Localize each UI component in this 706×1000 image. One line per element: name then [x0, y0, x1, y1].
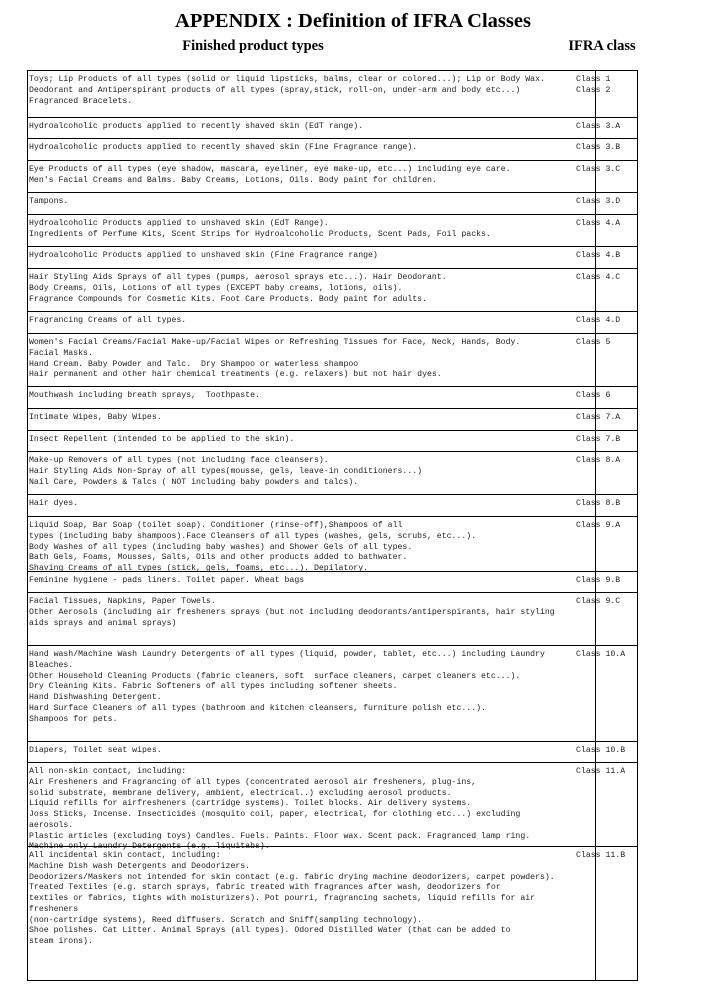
product-type-description: Diapers, Toilet seat wipes.	[29, 746, 162, 755]
product-type-description: Tampons.	[29, 197, 69, 206]
product-type-description: Hydroalcoholic Products applied to unshaved skin (Fine Fragrance range)	[29, 251, 378, 260]
product-type-description: Intimate Wipes, Baby Wipes.	[29, 413, 162, 422]
ifra-class-label: Class 3.C	[576, 165, 621, 174]
ifra-class-label: Class 8.B	[576, 499, 621, 508]
ifra-class-label: Class 9.C	[576, 597, 621, 606]
ifra-class-label: Class 4.C	[576, 273, 621, 282]
ifra-class-label: Class 4.D	[576, 316, 621, 325]
table-row	[28, 117, 637, 139]
product-type-description: Women's Facial Creams/Facial Make-up/Facial Wipes or Refreshing Tissues for Face, Neck, Hands, Body. Facial Masks. Hand Cream. Baby Powder and Talc. Dry Shampoo or waterless shampoo Hair permanent and other hair chemical treatments (e.g. relaxers) but not hair dyes.	[29, 338, 521, 380]
table-row	[28, 741, 637, 763]
table-row	[28, 71, 637, 117]
ifra-class-label: Class 8.A	[576, 456, 621, 465]
table-row	[28, 386, 637, 409]
table-row	[28, 408, 637, 431]
product-type-description: Make-up Removers of all types (not including face cleansers). Hair Styling Aids Non-Spray of all types(mousse, gels, leave-in conditioners...) Nail Care, Powders & Talcs ( NOT including baby powders and talcs).	[29, 456, 423, 487]
table-row	[28, 246, 637, 269]
product-type-description: Facial Tissues, Napkins, Paper Towels. Other Aerosols (including air fresheners sprays (but not including deodorants/antiperspirants, hair styling aids sprays and animal sprays)	[29, 597, 555, 628]
table-row	[28, 214, 637, 247]
table-row	[28, 762, 637, 852]
product-type-description: All incidental skin contact, including: Machine Dish wash Detergents and Deodorizers. Deodorizers/Maskers not intended for skin contact (e.g. fabric drying machine deodorizers, carpet powders). Treated Textiles (e.g. starch sprays, fabric treated with fragrances after wash, deodorizers for textiles or fabrics, tights with moisturizers). Pot pourri, fragrancing sachets, liquid refills for air fresheners (non-cartridge systems), Reed diffusers. Scratch and Sniff(sampling technology). Shoe polishes. Cat Litter. Animal Sprays (all types). Odored Distilled Water (that can be added to steam irons).	[29, 851, 555, 946]
ifra-class-label: Class 4.B	[576, 251, 621, 260]
ifra-class-label: Class 10.B	[576, 746, 626, 755]
ifra-class-label: Class 6	[576, 391, 611, 400]
product-type-description: Hydroalcoholic Products applied to unshaved skin (EdT Range). Ingredients of Perfume Kits, Scent Strips for Hydroalcoholic Products, Scent Pads, Foil packs.	[29, 219, 491, 239]
table-row	[28, 451, 637, 495]
product-type-description: Hair dyes.	[29, 499, 79, 508]
ifra-class-label: Class 9.A	[576, 521, 621, 530]
ifra-class-label: Class 3.A	[576, 122, 621, 131]
table-row	[28, 333, 637, 387]
product-type-description: All non-skin contact, including: Air Fresheners and Fragrancing of all types (concentrated aerosol air fresheners, plug-ins, solid substrate, membrane delivery, ambient, electrical..) excluding aerosol products. Liquid refills for airfresheners (cartridge systems). Toilet blocks. Air delivery systems. Joss Sticks, Incense. Insecticides (mosquito coil, paper, electrical, for clothing etc...) excluding aerosols. Plastic articles (excluding toys) Candles. Fuels. Paints. Floor wax. Scent pack. Fragranced lamp ring. Machine only Laundry Detergents (e.g. liquitabs).	[29, 767, 531, 852]
product-type-description: Eye Products of all types (eye shadow, mascara, eyeliner, eye make-up, etc...) including eye care. Men's Facial Creams and Balms. Baby Creams, Lotions, Oils. Body paint for children.	[29, 165, 511, 185]
table-row	[28, 846, 637, 983]
ifra-class-label: Class 10.A	[576, 650, 626, 659]
product-type-description: Toys; Lip Products of all types (solid or liquid lipsticks, balms, clear or colored...); Lip or Body Wax. Deodorant and Antiperspirant products of all types (spray,stick, roll-on, under-arm and body etc...) Fragranced Bracelets.	[29, 75, 545, 106]
product-type-description: Mouthwash including breath sprays, Toothpaste.	[29, 391, 260, 400]
product-type-description: Hydroalcoholic products applied to recently shaved skin (Fine Fragrance range).	[29, 143, 418, 152]
product-type-description: Feminine hygiene - pads liners. Toilet paper. Wheat bags	[29, 576, 305, 585]
table-row	[28, 571, 637, 593]
ifra-class-label: Class 11.A	[576, 767, 626, 776]
ifra-class-label: Class 9.B	[576, 576, 621, 585]
column-header-ifra-class: IFRA class	[568, 38, 636, 54]
ifra-class-label: Class 7.B	[576, 435, 621, 444]
table-row	[28, 592, 637, 646]
product-type-description: Liquid Soap, Bar Soap (toilet soap). Conditioner (rinse-off),Shampoos of all types (including baby shampoos).Face Cleansers of all types (washes, gels, scrubs, etc...). Body Washes of all types (including baby washes) and Shower Gels of all types. Bath Gels, Foams, Mousses, Salts, Oils and other products added to bathwater. Shaving Creams of all types (stick, gels, foams, etc...). Depilatory.	[29, 521, 477, 573]
column-header-product-types: Finished product types	[182, 38, 324, 54]
table-row	[28, 494, 637, 517]
ifra-class-table	[27, 70, 638, 981]
product-type-description: Insect Repellent (intended to be applied to the skin).	[29, 435, 295, 444]
product-type-description: Hair Styling Aids Sprays of all types (pumps, aerosol sprays etc...). Hair Deodorant. Body Creams, Oils, Lotions of all types (EXCEPT baby creams, lotions, oils). Fragrance Compounds for Cosmetic Kits. Foot Care Products. Body paint for adults.	[29, 273, 447, 304]
ifra-class-label: Class 4.A	[576, 219, 621, 228]
product-type-description: Fragrancing Creams of all types.	[29, 316, 187, 325]
ifra-class-label: Class 5	[576, 338, 611, 347]
ifra-class-label: Class 1 Class 2	[576, 75, 611, 95]
product-type-description: Hydroalcoholic products applied to recently shaved skin (EdT range).	[29, 122, 364, 131]
table-row	[28, 138, 637, 161]
table-row	[28, 430, 637, 452]
page-title: APPENDIX : Definition of IFRA Classes	[175, 10, 531, 32]
table-row	[28, 645, 637, 742]
table-row	[28, 160, 637, 193]
ifra-class-label: Class 3.D	[576, 197, 621, 206]
ifra-class-label: Class 11.B	[576, 851, 626, 860]
table-row	[28, 192, 637, 215]
table-row	[28, 268, 637, 312]
ifra-class-label: Class 7.A	[576, 413, 621, 422]
table-row	[28, 311, 637, 334]
product-type-description: Hand wash/Machine Wash Laundry Detergents of all types (liquid, powder, tablet, etc...) including Laundry Bleaches. Other Household Cleaning Products (fabric cleaners, soft surface cleaners, carpet cleaners etc...). Dry Cleaning Kits. Fabric Softeners of all types including softener sheets. Hand Dishwashing Detergent. Hard Surface Cleaners of all types (bathroom and kitchen cleansers, furniture polish etc...). Shampoos for pets.	[29, 650, 545, 724]
ifra-class-label: Class 3.B	[576, 143, 621, 152]
table-row	[28, 516, 637, 572]
